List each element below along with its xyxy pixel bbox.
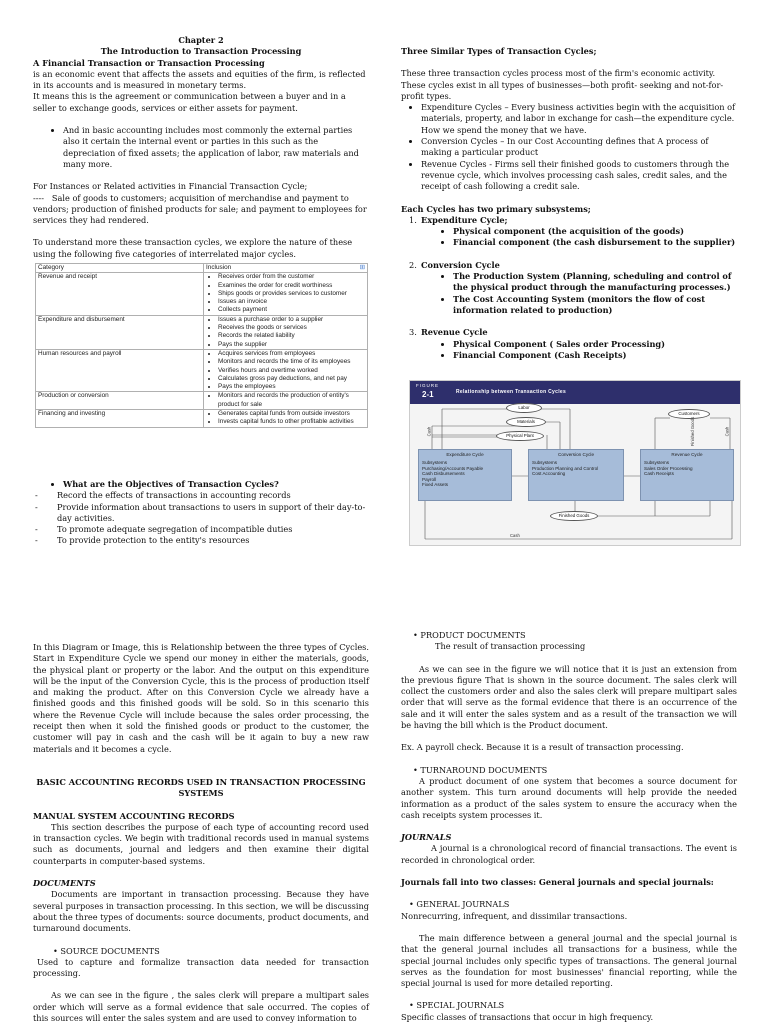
table-row <box>36 315 368 349</box>
turnaround-paragraph: A product document of one system that becomes a source document for another system. This turn around documents will help provide the needed information as a product of the sales system to ensure the accuracy when the cash receipts system processes it. <box>401 775 737 820</box>
subsystem-items <box>401 339 737 362</box>
product-documents-sub: The result of transaction processing <box>435 641 586 652</box>
revenue-item: Sales Order Processing <box>644 465 693 471</box>
expenditure-item: Cash Disbursements <box>422 471 465 477</box>
objectives-section <box>33 479 369 547</box>
cash-flow-label: Cash <box>510 533 520 538</box>
right-top-column <box>401 46 737 361</box>
cycles-intro: These three transaction cycles process most of the firm's economic activity. These cycles exist in all types of businesses—both profit- seeking and not-for-profit types. <box>401 68 724 101</box>
finished-goods-node: Finished Goods <box>550 511 598 521</box>
manual-heading: MANUAL SYSTEM ACCOUNTING RECORDS <box>33 810 235 821</box>
objective-text: To promote adequate segregation of incompatible duties <box>57 524 293 535</box>
source-documents-paragraph: Used to capture and formalize transaction data needed for transaction processing. <box>33 956 369 979</box>
revenue-subsystems-label: Subsystems <box>644 460 670 466</box>
instances-heading: For Instances or Related activities in Financial Transaction Cycle; <box>33 181 308 192</box>
objective-item <box>33 524 369 535</box>
revenue-item: Cash Receipts <box>644 471 674 477</box>
inclusion-list <box>206 273 365 314</box>
subsystem-title <box>401 215 737 226</box>
cycle-bullet: • Revenue Cycles - Firms sell their finished goods to customers through the revenue cycle, which involves processing cash sales, credit sales, and the receipt of cash following a credit sale. <box>421 159 737 193</box>
diagram-paragraph: In this Diagram or Image, this is Relationship between the three types of Cycles. Start in Expenditure Cycle we spend our money in either the materials, goods, the physical plant or property or the labor. And the output on this expenditure will be the input of the Conversion Cycle, this is the process of production itself and making the product. After on this Conversion Cycle we already have a finished goods and this finished goods will be sold. So in this scenario this where the Revenue Cycle will include because the sales order processing, the receipt then when it sold the finished goods or product to the customer, the customer will pay in cash and the cash will be it again to buy a new raw materials and it becomes a cycle. <box>33 642 369 754</box>
subsystem-number: 2. <box>409 259 417 270</box>
subsystem-item: • Financial Component (Cash Receipts) <box>453 350 737 361</box>
chapter-label: Chapter 2 <box>178 35 224 45</box>
materials-node: Materials <box>506 417 546 427</box>
turnaround-heading: • TURNAROUND DOCUMENTS <box>413 764 548 775</box>
finished-goods-vertical-label: Finished Goods <box>690 416 696 447</box>
objective-text: Provide information about transactions to users in support of their day-to-day activities. <box>57 501 366 523</box>
category-table <box>35 263 368 428</box>
conversion-item: Production Planning and Control <box>532 465 599 471</box>
table-header-inclusion: Inclusion ⊞ <box>204 264 368 273</box>
table-cell-category: Expenditure and disbursement <box>36 315 204 349</box>
conversion-cycle-box <box>528 449 624 501</box>
inclusion-item: • Issues a purchase order to a supplier <box>218 316 365 324</box>
source-documents-paragraph-2: As we can see in the figure , the sales clerk will prepare a multipart sales order which will serve as a formal evidence that sale occurred. The copies of this sources will enter the sales system and are used to convey information to <box>33 990 369 1024</box>
journals-heading: JOURNALS <box>401 832 452 843</box>
documents-heading: DOCUMENTS <box>33 878 96 889</box>
subsystem-item: • The Cost Accounting System (monitors the flow of cost information related to production) <box>453 294 737 317</box>
expenditure-item: Fixed Assets <box>422 482 449 488</box>
objective-text: Record the effects of transactions in accounting records <box>57 490 291 501</box>
intro-bullet-list <box>33 125 369 170</box>
source-documents-heading: • SOURCE DOCUMENTS <box>53 945 160 956</box>
subsystem-group <box>401 327 737 361</box>
manual-paragraph: This section describes the purpose of each type of accounting record used in transaction cycles. We begin with traditional records used in manual systems such as documents, journal and ledgers and then examine their digital counterparts in computer-based systems. <box>33 821 369 866</box>
category-table-wrapper <box>35 263 368 428</box>
objectives-list <box>33 490 369 546</box>
subsystem-number: 1. <box>409 214 417 225</box>
expenditure-item: Payroll <box>422 476 437 482</box>
subsystem-item: • The Production System (Planning, scheduling and control of the physical product through the manufacturing processes.) <box>453 271 737 294</box>
product-example: Ex. A payroll check. Because it is a result of transaction processing. <box>401 742 684 753</box>
table-cell-category: Financing and investing <box>36 410 204 428</box>
inclusion-item: • Pays the employees <box>218 383 365 391</box>
product-documents-paragraph: As we can see in the figure we will notice that it is just an extension from the previous figure That is shown in the source document. The sales clerk will collect the customers order and also the sales clerk will prepare multipart sales order that will serve as the formal evidence that there is an occurrence of the sale and it will enter the sales system and as a result of the transaction we will be having the bill which is the Product document. <box>401 663 737 731</box>
cycle-bullet-list <box>401 102 737 192</box>
right-bottom-column <box>401 630 737 1023</box>
inclusion-item: • Issues an invoice <box>218 298 365 306</box>
inclusion-item: • Ships goods or provides services to customer <box>218 290 365 298</box>
figure-number: 2-1 <box>422 390 434 399</box>
figure-label: FIGURE <box>416 383 440 388</box>
cycle-bullet: • Conversion Cycles – In our Cost Accounting defines that A process of making a particular product <box>421 136 737 159</box>
expenditure-subsystems-label: Subsystems <box>422 460 448 466</box>
objective-text: To provide protection to the entity's resources <box>57 535 250 546</box>
special-journals-paragraph: Specific classes of transactions that occur in high frequency. <box>401 1011 654 1022</box>
objectives-question-list <box>33 479 369 490</box>
general-journals-heading: • GENERAL JOURNALS <box>409 899 510 910</box>
subsystem-item: • Physical component (the acquisition of the goods) <box>453 226 737 237</box>
subsystem-title <box>401 260 737 271</box>
physical-plant-node: Physical Plant <box>496 431 544 441</box>
subsystem-items <box>401 226 737 249</box>
subsystem-title <box>401 327 737 338</box>
general-journals-paragraph: Nonrecurring, infrequent, and dissimilar transactions. <box>401 910 628 921</box>
journals-paragraph: A journal is a chronological record of financial transactions. The event is recorded in chronological order. <box>401 843 737 865</box>
intro-bullet: • And in basic accounting includes most commonly the external parties also it certain the internal event or parties in this such as the depreciation of fixed assets; the application of labor, raw materials and many more. <box>63 125 369 170</box>
table-cell-inclusion <box>204 315 368 349</box>
subsystem-items <box>401 271 737 316</box>
instances-paragraph: ---- Sale of goods to customers; acquisition of merchandise and payment to vendors; production of finished products for sale; and payment to employees for services they had rendered. <box>33 192 367 226</box>
inclusion-list <box>206 350 365 391</box>
conversion-item: Cost Accounting <box>532 471 566 477</box>
expenditure-item: Purchasing/Accounts Payable <box>422 465 484 471</box>
objective-dash: - <box>35 490 38 501</box>
left-bottom-column <box>33 642 369 1024</box>
table-cell-inclusion <box>204 392 368 410</box>
left-top-column <box>33 35 369 260</box>
table-cell-inclusion <box>204 273 368 315</box>
table-cell-inclusion <box>204 349 368 391</box>
table-cell-category: Production or conversion <box>36 392 204 410</box>
documents-paragraph: Documents are important in transaction processing. Because they have several purposes in transaction processing. In this section, we will be discussing about the three types of documents: source documents, product documents, and turnaround documents. <box>33 889 369 934</box>
inclusion-item: • Collects payment <box>218 306 365 314</box>
labor-node: Labor <box>506 403 542 413</box>
subsystem-item: • Physical Component ( Sales order Processing) <box>453 339 737 350</box>
conversion-cycle-title: Conversion Cycle <box>558 452 594 457</box>
inclusion-item: • Examines the order for credit worthiness <box>218 282 365 290</box>
table-cell-category: Revenue and receipt <box>36 273 204 315</box>
table-header-category: Category <box>36 264 204 273</box>
product-documents-heading: • PRODUCT DOCUMENTS <box>413 630 526 640</box>
table-move-icon[interactable]: ⊞ <box>359 264 365 271</box>
inclusion-item: • Invests capital funds to other profitable activities <box>218 418 365 426</box>
inclusion-item: • Receives order from the customer <box>218 273 365 281</box>
customers-node: Customers <box>668 409 710 419</box>
objective-item <box>33 490 369 501</box>
expenditure-cycle-title: Expenditure Cycle <box>446 452 484 457</box>
objective-dash: - <box>35 535 38 546</box>
instances-dash: ---- <box>33 192 45 203</box>
cash-left-label: Cash <box>426 426 432 437</box>
objective-item <box>33 535 369 546</box>
inclusion-item: • Monitors and records the production of entity's product for sale <box>218 392 365 409</box>
inclusion-item: • Calculates gross pay deductions, and net pay <box>218 375 365 383</box>
table-cell-category: Human resources and payroll <box>36 349 204 391</box>
subsystems-heading: Each Cycles has two primary subsystems; <box>401 203 591 214</box>
inclusion-item: • Monitors and records the time of its employees <box>218 358 365 366</box>
figure-title: Relationship between Transaction Cycles <box>456 389 567 395</box>
subsystem-group <box>401 215 737 249</box>
table-header-row <box>36 264 368 273</box>
chapter-title: The Introduction to Transaction Processing <box>100 46 302 57</box>
records-heading: BASIC ACCOUNTING RECORDS USED IN TRANSACTION PROCESSING SYSTEMS <box>36 776 366 799</box>
inclusion-item: • Receives the goods or services <box>218 324 365 332</box>
table-body <box>36 273 368 427</box>
subsystem-group <box>401 260 737 316</box>
table-row <box>36 392 368 410</box>
section-subtitle: A Financial Transaction or Transaction Processing <box>33 57 265 68</box>
difference-paragraph: The main difference between a general journal and the special journal is that the general journal includes all transactions for a business, while the special journal includes only specific types of transactions. The general journal serves as the foundation for most businesses' financial reporting, while the special journal is used for more detailed reporting. <box>401 932 737 989</box>
table-row <box>36 410 368 428</box>
inclusion-list <box>206 410 365 427</box>
table-row <box>36 273 368 315</box>
inclusion-item: • Acquires services from employees <box>218 350 365 358</box>
intro-paragraph-2: It means this is the agreement or communication between a buyer and in a seller to exchange goods, services or either assets for payment. <box>33 91 346 113</box>
revenue-cycle-box <box>640 449 734 501</box>
cycles-heading: Three Similar Types of Transaction Cycles; <box>401 46 597 56</box>
intro-paragraph-1: is an economic event that affects the assets and equities of the firm, is reflected in its accounts and is measured in monetary terms. <box>33 68 366 91</box>
objective-item <box>33 502 369 525</box>
objectives-question: • What are the Objectives of Transaction Cycles? <box>63 479 369 490</box>
table-cell-inclusion <box>204 410 368 428</box>
inclusion-item: • Generates capital funds from outside investors <box>218 410 365 418</box>
inclusion-list <box>206 316 365 349</box>
subsystem-number: 3. <box>409 327 417 338</box>
inclusion-item: • Records the related liability <box>218 332 365 340</box>
subsystem-item: • Financial component (the cash disbursement to the supplier) <box>453 237 737 248</box>
table-row <box>36 349 368 391</box>
revenue-cycle-title: Revenue Cycle <box>671 452 703 457</box>
conversion-subsystems-label: Subsystems <box>532 460 558 466</box>
inclusion-list <box>206 392 365 409</box>
understand-paragraph: To understand more these transaction cycles, we explore the nature of these using the following five categories of interrelated major cycles. <box>33 237 353 259</box>
subsystem-title-text: Conversion Cycle <box>421 259 500 270</box>
objective-dash: - <box>35 524 38 535</box>
figure-cycles-diagram <box>409 380 741 546</box>
objective-dash: - <box>35 501 38 512</box>
cycle-bullet: • Expenditure Cycles – Every business activities begin with the acquisition of materials, property, and labor in exchange for cash—the expenditure cycle. How we spend the money that we have. <box>421 102 737 136</box>
expenditure-cycle-box <box>418 449 512 501</box>
cash-right-label: Cash <box>724 426 730 437</box>
special-journals-heading: • SPECIAL JOURNALS <box>409 1000 505 1011</box>
subsystem-title-text: Expenditure Cycle; <box>421 214 508 225</box>
inclusion-item: • Verifies hours and overtime worked <box>218 367 365 375</box>
inclusion-item: • Pays the supplier <box>218 341 365 349</box>
journals-classes: Journals fall into two classes: General journals and special journals: <box>401 877 714 888</box>
subsystems-list <box>401 215 737 361</box>
subsystem-title-text: Revenue Cycle <box>421 327 488 338</box>
